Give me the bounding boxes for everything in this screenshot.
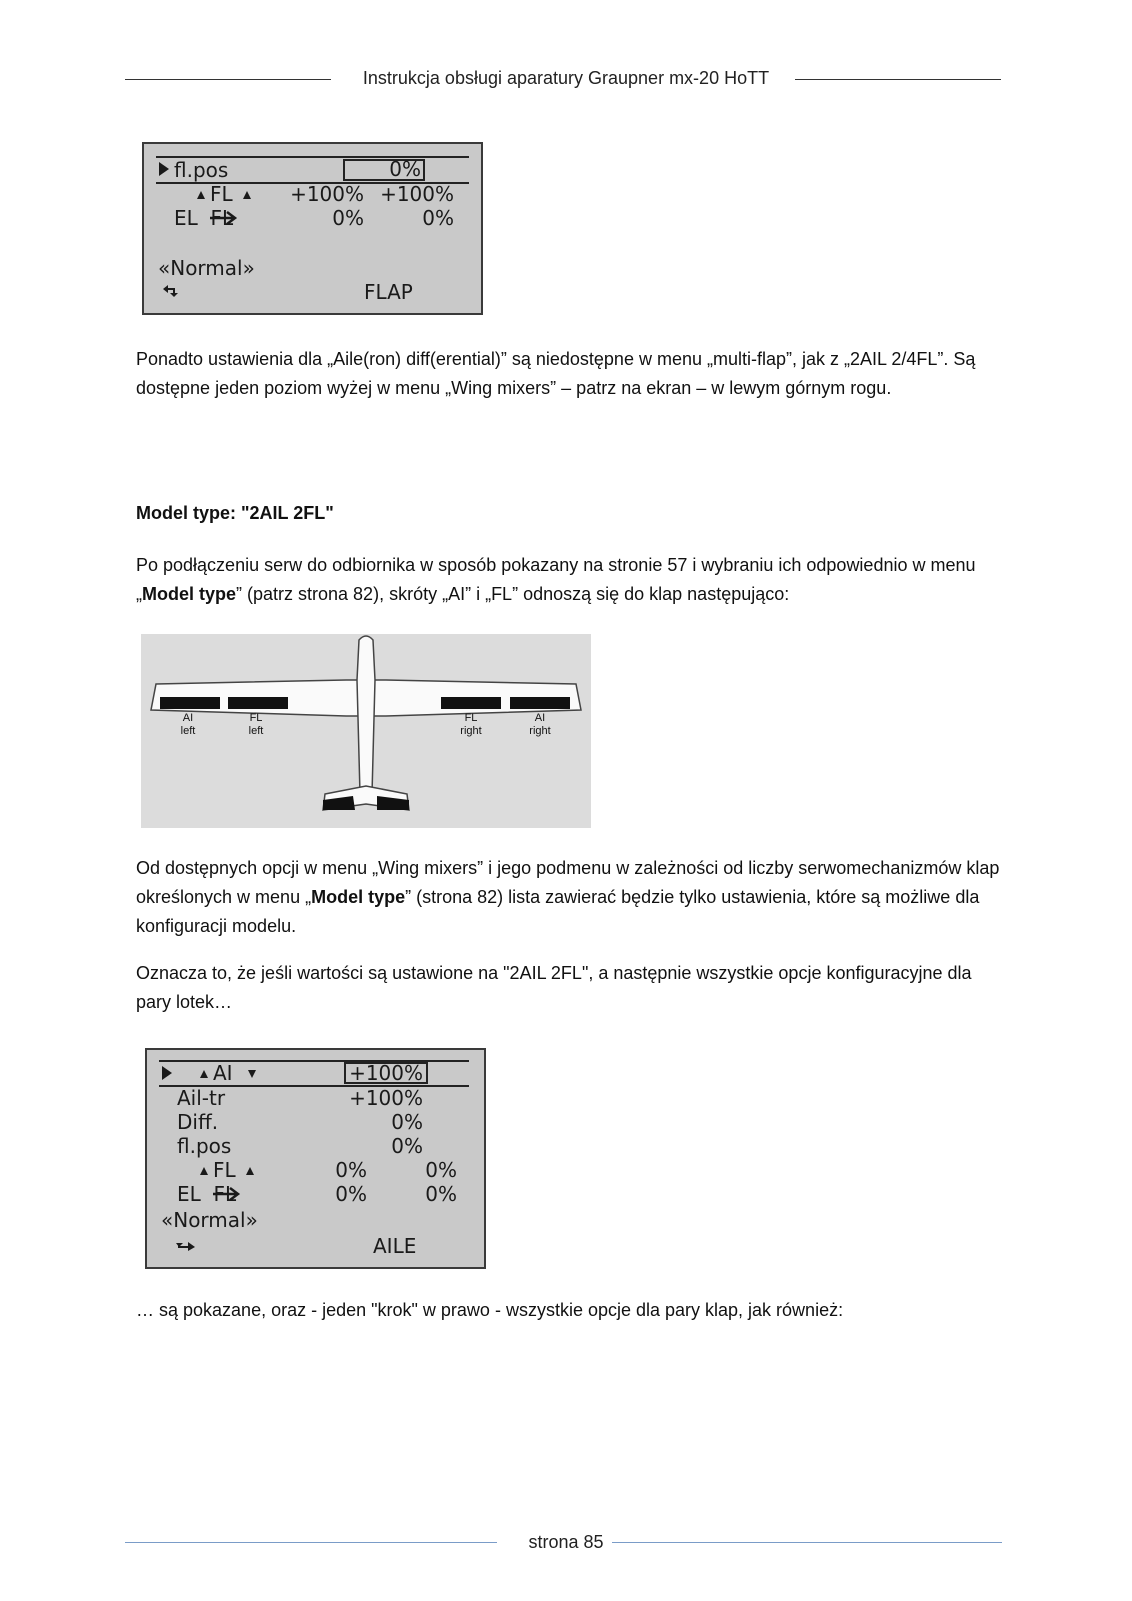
lcd-row-label: FL	[213, 1158, 236, 1182]
header-title: Instrukcja obsługi aparatury Graupner mx-20 HoTT	[362, 68, 770, 88]
lcd-row-label: Diff.	[177, 1110, 219, 1134]
lcd-row-value: 0%	[425, 1158, 457, 1182]
flap-fl-left	[228, 697, 288, 709]
paragraph: Od dostępnych opcji w menu „Wing mixers” i jego podmenu w zależności od liczby serwomechanizmów klap określonych w menu „Model type” (strona 82) lista zawierać będzie tylko ustawienia, które są możliwe dla konfiguracji modelu.	[136, 858, 1000, 936]
triangle-down-icon	[247, 1069, 257, 1079]
lcd-row-value: +100%	[380, 182, 454, 206]
lcd-screen-aile	[145, 1048, 486, 1269]
cursor-arrow-icon	[161, 1065, 173, 1081]
lcd-row-value: +100%	[349, 1061, 423, 1085]
bold-term: Model type	[311, 887, 406, 907]
lcd-row-label: AI	[213, 1061, 233, 1085]
lcd-screen-flap	[142, 142, 483, 315]
navigation-arrows-icon	[175, 1238, 197, 1252]
flap-label-ai-right: AI right	[529, 712, 551, 737]
arrow-right-icon	[207, 1186, 241, 1202]
triangle-up-icon	[242, 190, 252, 200]
lcd-row-label: FL	[210, 182, 233, 206]
flap-fl-right	[441, 697, 501, 709]
lcd-row-value: 0%	[389, 157, 421, 181]
paragraph: Oznacza to, że jeśli wartości są ustawione na "2AIL 2FL", a następnie wszystkie opcje konfiguracyjne dla pary lotek…	[136, 963, 972, 1012]
flap-label-fl-left: FL left	[248, 712, 264, 737]
lcd-row-value: 0%	[335, 1158, 367, 1182]
lcd-footer-label: FLAP	[364, 280, 413, 304]
lcd-phase-name: «Normal»	[161, 1208, 258, 1232]
lcd-row-label: EL FL	[177, 1182, 237, 1206]
page-number: strona 85	[528, 1532, 604, 1552]
flap-label-ai-left: AI left	[180, 712, 196, 737]
paragraph: … są pokazane, oraz - jeden "krok" w prawo - wszystkie opcje dla pary klap, jak również:	[136, 1300, 844, 1320]
lcd-row-value: 0%	[425, 1182, 457, 1206]
lcd-row-value: 0%	[391, 1134, 423, 1158]
section-heading: Model type: "2AIL 2FL"	[136, 503, 334, 523]
triangle-up-icon	[199, 1166, 209, 1176]
triangle-up-icon	[245, 1166, 255, 1176]
lcd-row-label: Ail-tr	[177, 1086, 226, 1110]
lcd-footer-label: AILE	[373, 1234, 417, 1258]
cursor-arrow-icon	[158, 161, 170, 177]
flap-ai-left	[160, 697, 220, 709]
lcd-row-value: 0%	[332, 206, 364, 230]
glider-outline	[141, 634, 591, 828]
triangle-up-icon	[196, 190, 206, 200]
lcd-row-label: fl.pos	[174, 158, 229, 182]
lcd-row-label: fl.pos	[177, 1134, 232, 1158]
lcd-phase-name: «Normal»	[158, 256, 255, 280]
flap-label-fl-right: FL right	[460, 712, 482, 737]
paragraph: Po podłączeniu serw do odbiornika w sposób pokazany na stronie 57 i wybraniu ich odpowiednio w menu „Model type” (patrz strona 82), skróty „AI” i „FL” odnoszą się do klap następująco:	[136, 555, 976, 604]
glider-flap-diagram	[141, 634, 591, 828]
lcd-row-value: +100%	[290, 182, 364, 206]
bold-term: Model type	[142, 584, 237, 604]
lcd-row-label: EL FL	[174, 206, 234, 230]
footer-rule-right	[612, 1542, 1002, 1543]
lcd-row-value: +100%	[349, 1086, 423, 1110]
flap-ai-right	[510, 697, 570, 709]
navigation-arrows-icon	[162, 284, 182, 298]
lcd-row-value: 0%	[391, 1110, 423, 1134]
lcd-row-value: 0%	[335, 1182, 367, 1206]
lcd-row-value: 0%	[422, 206, 454, 230]
header-rule-right	[795, 79, 1001, 80]
paragraph: Ponadto ustawienia dla „Aile(ron) diff(erential)” są niedostępne w menu „multi-flap”, jak z „2AIL 2/4FL”. Są dostępne jeden poziom wyżej w menu „Wing mixers” – patrz na ekran – w lewym górnym rogu.	[136, 349, 976, 398]
triangle-up-icon	[199, 1069, 209, 1079]
arrow-right-icon	[204, 210, 238, 226]
